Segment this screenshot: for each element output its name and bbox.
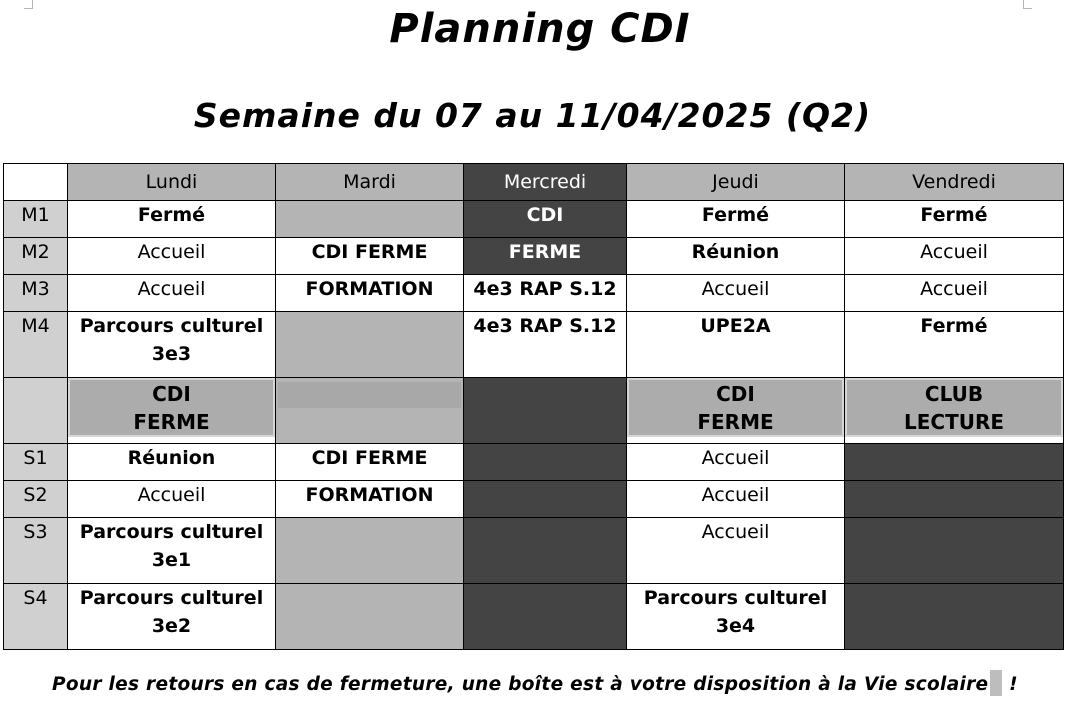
day-header-jeudi: Jeudi <box>627 164 845 201</box>
schedule-table <box>3 163 1064 650</box>
cell-m2-lundi: Accueil <box>68 238 276 275</box>
cell-line: 3e1 <box>151 549 192 571</box>
table-row <box>4 584 1064 650</box>
cell-m1-jeudi: Fermé <box>627 201 845 238</box>
table-row <box>4 518 1064 584</box>
cell-m2-mardi: CDI FERME <box>276 238 464 275</box>
cell-s3-jeudi: Accueil <box>627 518 845 584</box>
cell-line: 3e4 <box>715 615 756 637</box>
cell-s3-mardi <box>276 518 464 584</box>
cell-line: Parcours culturel <box>79 315 264 337</box>
cell-m4-lundi <box>68 312 276 378</box>
cell-midi-mardi <box>276 378 464 444</box>
cell-m2-vendredi: Accueil <box>845 238 1064 275</box>
cell-m4-mardi <box>276 312 464 378</box>
footer-note <box>52 670 1018 696</box>
cell-s3-vendredi <box>845 518 1064 584</box>
cell-s2-mercredi <box>464 481 627 518</box>
empty-panel <box>276 380 463 410</box>
panel-line: CLUB <box>924 381 984 406</box>
day-header-mardi: Mardi <box>276 164 464 201</box>
panel-line: FERME <box>697 409 774 434</box>
table-row <box>4 312 1064 378</box>
cell-s3-mercredi <box>464 518 627 584</box>
cell-m1-mercredi: CDI <box>464 201 627 238</box>
panel-line: FERME <box>133 409 210 434</box>
closed-panel <box>627 378 844 437</box>
table-row <box>4 275 1064 312</box>
cell-s2-vendredi <box>845 481 1064 518</box>
cell-s1-jeudi: Accueil <box>627 444 845 481</box>
day-header-mercredi: Mercredi <box>464 164 627 201</box>
cell-line: Parcours culturel <box>79 521 264 543</box>
cell-s4-jeudi <box>627 584 845 650</box>
slot-label: S1 <box>4 444 68 481</box>
club-panel <box>845 378 1063 437</box>
slot-label: S4 <box>4 584 68 650</box>
slot-label-midday <box>4 378 68 444</box>
cell-s2-lundi: Accueil <box>68 481 276 518</box>
cell-s4-mardi <box>276 584 464 650</box>
cell-midi-lundi <box>68 378 276 444</box>
page-title: Planning CDI <box>389 6 691 52</box>
header-row <box>4 164 1064 201</box>
table-row <box>4 481 1064 518</box>
cell-m3-jeudi: Accueil <box>627 275 845 312</box>
cell-m4-mercredi: 4e3 RAP S.12 <box>464 312 627 378</box>
cell-midi-mercredi <box>464 378 627 444</box>
cell-line: 3e3 <box>151 343 192 365</box>
cell-s1-mercredi <box>464 444 627 481</box>
week-subtitle: Semaine du 07 au 11/04/2025 (Q2) <box>193 96 872 135</box>
cell-s3-lundi <box>68 518 276 584</box>
cell-m1-vendredi: Fermé <box>845 201 1064 238</box>
cell-s1-mardi: CDI FERME <box>276 444 464 481</box>
cell-s4-mercredi <box>464 584 627 650</box>
corner-cell <box>4 164 68 201</box>
table-row <box>4 238 1064 275</box>
cell-midi-vendredi <box>845 378 1064 444</box>
text-cursor-highlight <box>990 670 1002 696</box>
cell-m2-jeudi: Réunion <box>627 238 845 275</box>
slot-label: S2 <box>4 481 68 518</box>
closed-panel <box>68 378 275 437</box>
cell-m3-lundi: Accueil <box>68 275 276 312</box>
cell-m1-lundi: Fermé <box>68 201 276 238</box>
cell-m3-mercredi: 4e3 RAP S.12 <box>464 275 627 312</box>
slot-label: S3 <box>4 518 68 584</box>
panel-line: LECTURE <box>903 409 1005 434</box>
day-header-lundi: Lundi <box>68 164 276 201</box>
cell-s2-jeudi: Accueil <box>627 481 845 518</box>
cell-m2-mercredi: FERME <box>464 238 627 275</box>
table-row <box>4 444 1064 481</box>
cell-m4-vendredi: Fermé <box>845 312 1064 378</box>
cell-line: Parcours culturel <box>79 587 264 609</box>
slot-label: M2 <box>4 238 68 275</box>
cell-midi-jeudi <box>627 378 845 444</box>
cell-m3-vendredi: Accueil <box>845 275 1064 312</box>
midday-row <box>4 378 1064 444</box>
cell-m4-jeudi: UPE2A <box>627 312 845 378</box>
panel-line: CDI <box>716 381 755 406</box>
cell-s1-lundi: Réunion <box>68 444 276 481</box>
slot-label: M1 <box>4 201 68 238</box>
cell-m3-mardi: FORMATION <box>276 275 464 312</box>
cell-line: Parcours culturel <box>643 587 828 609</box>
cell-s1-vendredi <box>845 444 1064 481</box>
table-row <box>4 201 1064 238</box>
panel-line: CDI <box>152 381 191 406</box>
slot-label: M3 <box>4 275 68 312</box>
cell-m1-mardi <box>276 201 464 238</box>
cell-s4-vendredi <box>845 584 1064 650</box>
slot-label: M4 <box>4 312 68 378</box>
footer-end: ! <box>1002 674 1018 695</box>
footer-text: Pour les retours en cas de fermeture, une boîte est à votre disposition à la Vie scolaire <box>52 674 989 695</box>
cell-line: 3e2 <box>151 615 192 637</box>
cell-s4-lundi <box>68 584 276 650</box>
day-header-vendredi: Vendredi <box>845 164 1064 201</box>
cell-s2-mardi: FORMATION <box>276 481 464 518</box>
